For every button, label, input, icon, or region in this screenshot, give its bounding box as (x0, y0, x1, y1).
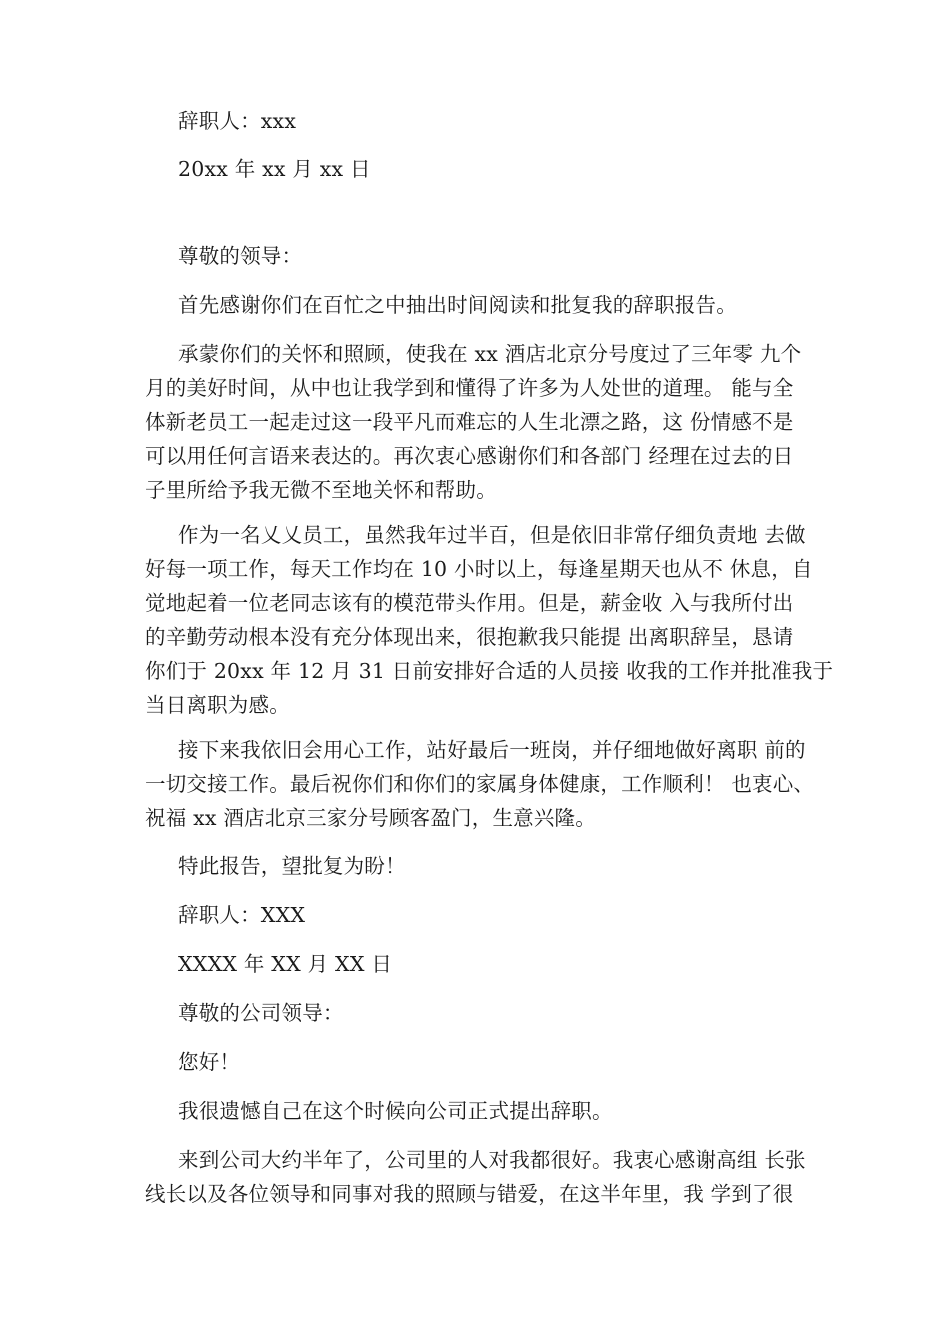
salutation-3: 尊敬的公司领导： (178, 1001, 344, 1025)
signer-line-2: 辞职人：XXX (178, 903, 306, 927)
letter3-paragraph-2 (145, 1143, 831, 1211)
date-line-1: 20xx 年 xx 月 xx 日 (178, 157, 371, 181)
letter2-paragraph-4 (145, 733, 831, 835)
paragraph-line: 线长以及各位领导和同事对我的照顾与错爱，在这半年里，我 学到了很 (145, 1182, 794, 1206)
paragraph-line: 作为一名乂乂员工，虽然我年过半百，但是依旧非常仔细负责地 去做 (178, 523, 806, 547)
paragraph-line: 承蒙你们的关怀和照顾，使我在 xx 酒店北京分号度过了三年零 九个 (178, 342, 802, 366)
letter2-paragraph-1: 首先感谢你们在百忙之中抽出时间阅读和批复我的辞职报告。 (178, 293, 737, 317)
paragraph-line: 当日离职为感。 (145, 693, 290, 717)
paragraph-line: 接下来我依旧会用心工作，站好最后一班岗，并仔细地做好离职 前的 (178, 738, 806, 762)
closing-line-2: 特此报告，望批复为盼！ (178, 854, 406, 878)
paragraph-line: 可以用任何言语来表达的。再次衷心感谢你们和各部门 经理在过去的日 (145, 444, 794, 468)
greeting-3: 您好！ (178, 1050, 241, 1074)
paragraph-line: 子里所给予我无微不至地关怀和帮助。 (145, 478, 497, 502)
letter2-paragraph-2 (145, 337, 831, 507)
paragraph-line: 来到公司大约半年了，公司里的人对我都很好。我衷心感谢高组 长张 (178, 1148, 806, 1172)
letter2-paragraph-3 (145, 518, 834, 722)
date-line-2: XXXX 年 XX 月 XX 日 (178, 952, 393, 976)
paragraph-line: 的辛勤劳动根本没有充分体现出来，很抱歉我只能提 出离职辞呈，恳请 (145, 625, 794, 649)
paragraph-line: 月的美好时间，从中也让我学到和懂得了许多为人处世的道理。 能与全 (145, 376, 794, 400)
paragraph-line: 一切交接工作。最后祝你们和你们的家属身体健康，工作顺利！ 也衷心、 (145, 772, 815, 796)
signer-line-1: 辞职人：xxx (178, 109, 297, 133)
paragraph-line: 好每一项工作，每天工作均在 10 小时以上，每逢星期天也从不 休息，自 (145, 557, 813, 581)
paragraph-line: 体新老员工一起走过这一段平凡而难忘的人生北漂之路，这 份情感不是 (145, 410, 794, 434)
paragraph-line: 祝福 xx 酒店北京三家分号顾客盈门，生意兴隆。 (145, 806, 596, 830)
letter3-paragraph-1: 我很遗憾自己在这个时候向公司正式提出辞职。 (178, 1099, 613, 1123)
paragraph-line: 觉地起着一位老同志该有的模范带头作用。但是，薪金收 入与我所付出 (145, 591, 794, 615)
salutation-2: 尊敬的领导： (178, 244, 303, 268)
paragraph-line: 你们于 20xx 年 12 月 31 日前安排好合适的人员接 收我的工作并批准我于 (145, 659, 834, 683)
